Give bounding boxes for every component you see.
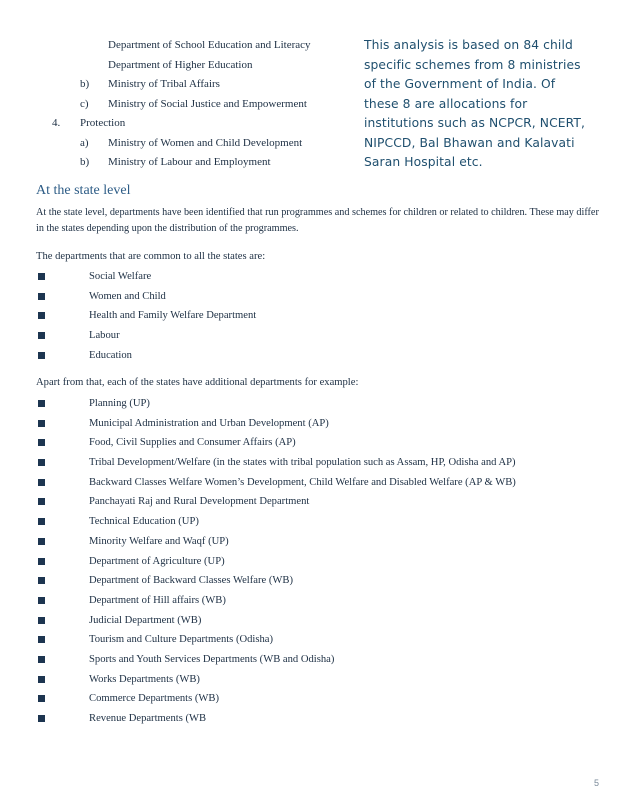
item-text: Department of Higher Education (108, 58, 253, 71)
item-label: c) (80, 97, 89, 110)
list-item (36, 650, 616, 670)
list-item (36, 512, 616, 532)
list-item (36, 267, 616, 287)
additional-departments-intro: Apart from that, each of the states have additional departments for example: (36, 377, 359, 388)
common-departments-intro: The departments that are common to all the states are: (36, 251, 266, 262)
list-item (36, 433, 616, 453)
list-item (36, 414, 616, 434)
list-item (36, 611, 616, 631)
bullet-square-icon (38, 312, 45, 319)
list-item (36, 670, 616, 690)
analysis-callout: This analysis is based on 84 child specific schemes from 8 ministries of the Government of India. Of these 8 are allocations for institutions such as NCPCR, NCERT, NIPCCD, Bal Bhawan and Kalavati Saran Hospital etc. (364, 38, 586, 169)
item-label: a) (80, 136, 89, 149)
ministry-list (52, 36, 352, 173)
list-item (36, 346, 616, 366)
list-item (52, 75, 352, 95)
item-text: Tribal Development/Welfare (in the states with tribal population such as Assam, HP, Odisha and AP) (89, 457, 516, 469)
item-text: Health and Family Welfare Department (89, 310, 257, 322)
bullet-square-icon (38, 715, 45, 722)
item-label: 4. (52, 117, 61, 129)
list-item (36, 591, 616, 611)
item-text: Minority Welfare and Waqf (UP) (89, 535, 229, 547)
list-item (52, 95, 352, 115)
item-text: Planning (UP) (89, 398, 150, 409)
bullet-square-icon (38, 518, 45, 525)
bullet-square-icon (38, 676, 45, 683)
list-item (52, 134, 352, 154)
list-item (36, 532, 616, 552)
item-label: b) (80, 78, 90, 90)
list-item (36, 453, 616, 473)
list-item (36, 552, 616, 572)
bullet-square-icon (38, 617, 45, 624)
item-text: Tourism and Culture Departments (Odisha) (89, 634, 274, 646)
list-item (36, 709, 616, 729)
bullet-square-icon (38, 479, 45, 486)
bullet-square-icon (38, 597, 45, 604)
bullet-square-icon (38, 656, 45, 663)
list-item (52, 114, 352, 134)
item-text: Judicial Department (WB) (89, 614, 202, 626)
item-text: Women and Child (89, 290, 166, 302)
item-text: Department of Hill affairs (WB) (89, 594, 226, 606)
list-item (52, 153, 352, 173)
list-item (36, 630, 616, 650)
bullet-square-icon (38, 459, 45, 466)
bullet-square-icon (38, 439, 45, 446)
additional-departments-list (36, 394, 616, 729)
list-item (36, 287, 616, 307)
list-item (36, 492, 616, 512)
list-item (36, 306, 616, 326)
bullet-square-icon (38, 695, 45, 702)
item-text: Ministry of Tribal Affairs (108, 78, 220, 90)
bullet-square-icon (38, 498, 45, 505)
page-number: 5 (594, 778, 600, 788)
bullet-square-icon (38, 400, 45, 407)
section-paragraph: At the state level, departments have been identified that run programmes and schemes for children or related to children. These may differ in the states depending upon the distribution of the programmes. (36, 207, 599, 234)
list-item (36, 394, 616, 414)
item-text: Ministry of Women and Child Development (108, 136, 303, 149)
list-item (52, 36, 352, 56)
item-text: Backward Classes Welfare Women’s Development, Child Welfare and Disabled Welfare (AP & WB) (89, 476, 516, 488)
item-text: Ministry of Social Justice and Empowerment (108, 97, 307, 110)
bullet-square-icon (38, 273, 45, 280)
item-text: Commerce Departments (WB) (89, 693, 220, 705)
bullet-square-icon (38, 558, 45, 565)
item-text: Revenue Departments (WB (89, 713, 207, 724)
item-text: Labour (89, 330, 120, 342)
bullet-square-icon (38, 538, 45, 545)
item-text: Social Welfare (89, 271, 152, 282)
list-item (36, 689, 616, 709)
item-text: Department of Agriculture (UP) (89, 555, 225, 567)
bullet-square-icon (38, 636, 45, 643)
item-text: Works Departments (WB) (89, 673, 200, 685)
list-item (36, 326, 616, 346)
item-text: Protection (80, 117, 126, 129)
item-text: Department of Backward Classes Welfare (WB) (89, 575, 293, 587)
item-label: b) (80, 156, 90, 168)
item-text: Panchayati Raj and Rural Development Department (89, 496, 310, 508)
item-text: Technical Education (UP) (89, 516, 199, 528)
item-text: Sports and Youth Services Departments (WB and Odisha) (89, 653, 335, 665)
item-text: Municipal Administration and Urban Development (AP) (89, 417, 329, 429)
section-heading: At the state level (36, 183, 131, 198)
common-departments-list (36, 267, 616, 365)
list-item (52, 56, 352, 76)
item-text: Ministry of Labour and Employment (108, 156, 271, 168)
item-text: Department of School Education and Literacy (108, 39, 311, 51)
item-text: Food, Civil Supplies and Consumer Affairs (AP) (89, 437, 296, 449)
bullet-square-icon (38, 332, 45, 339)
list-item (36, 571, 616, 591)
bullet-square-icon (38, 293, 45, 300)
bullet-square-icon (38, 352, 45, 359)
bullet-square-icon (38, 420, 45, 427)
list-item (36, 473, 616, 493)
item-text: Education (89, 349, 132, 361)
bullet-square-icon (38, 577, 45, 584)
